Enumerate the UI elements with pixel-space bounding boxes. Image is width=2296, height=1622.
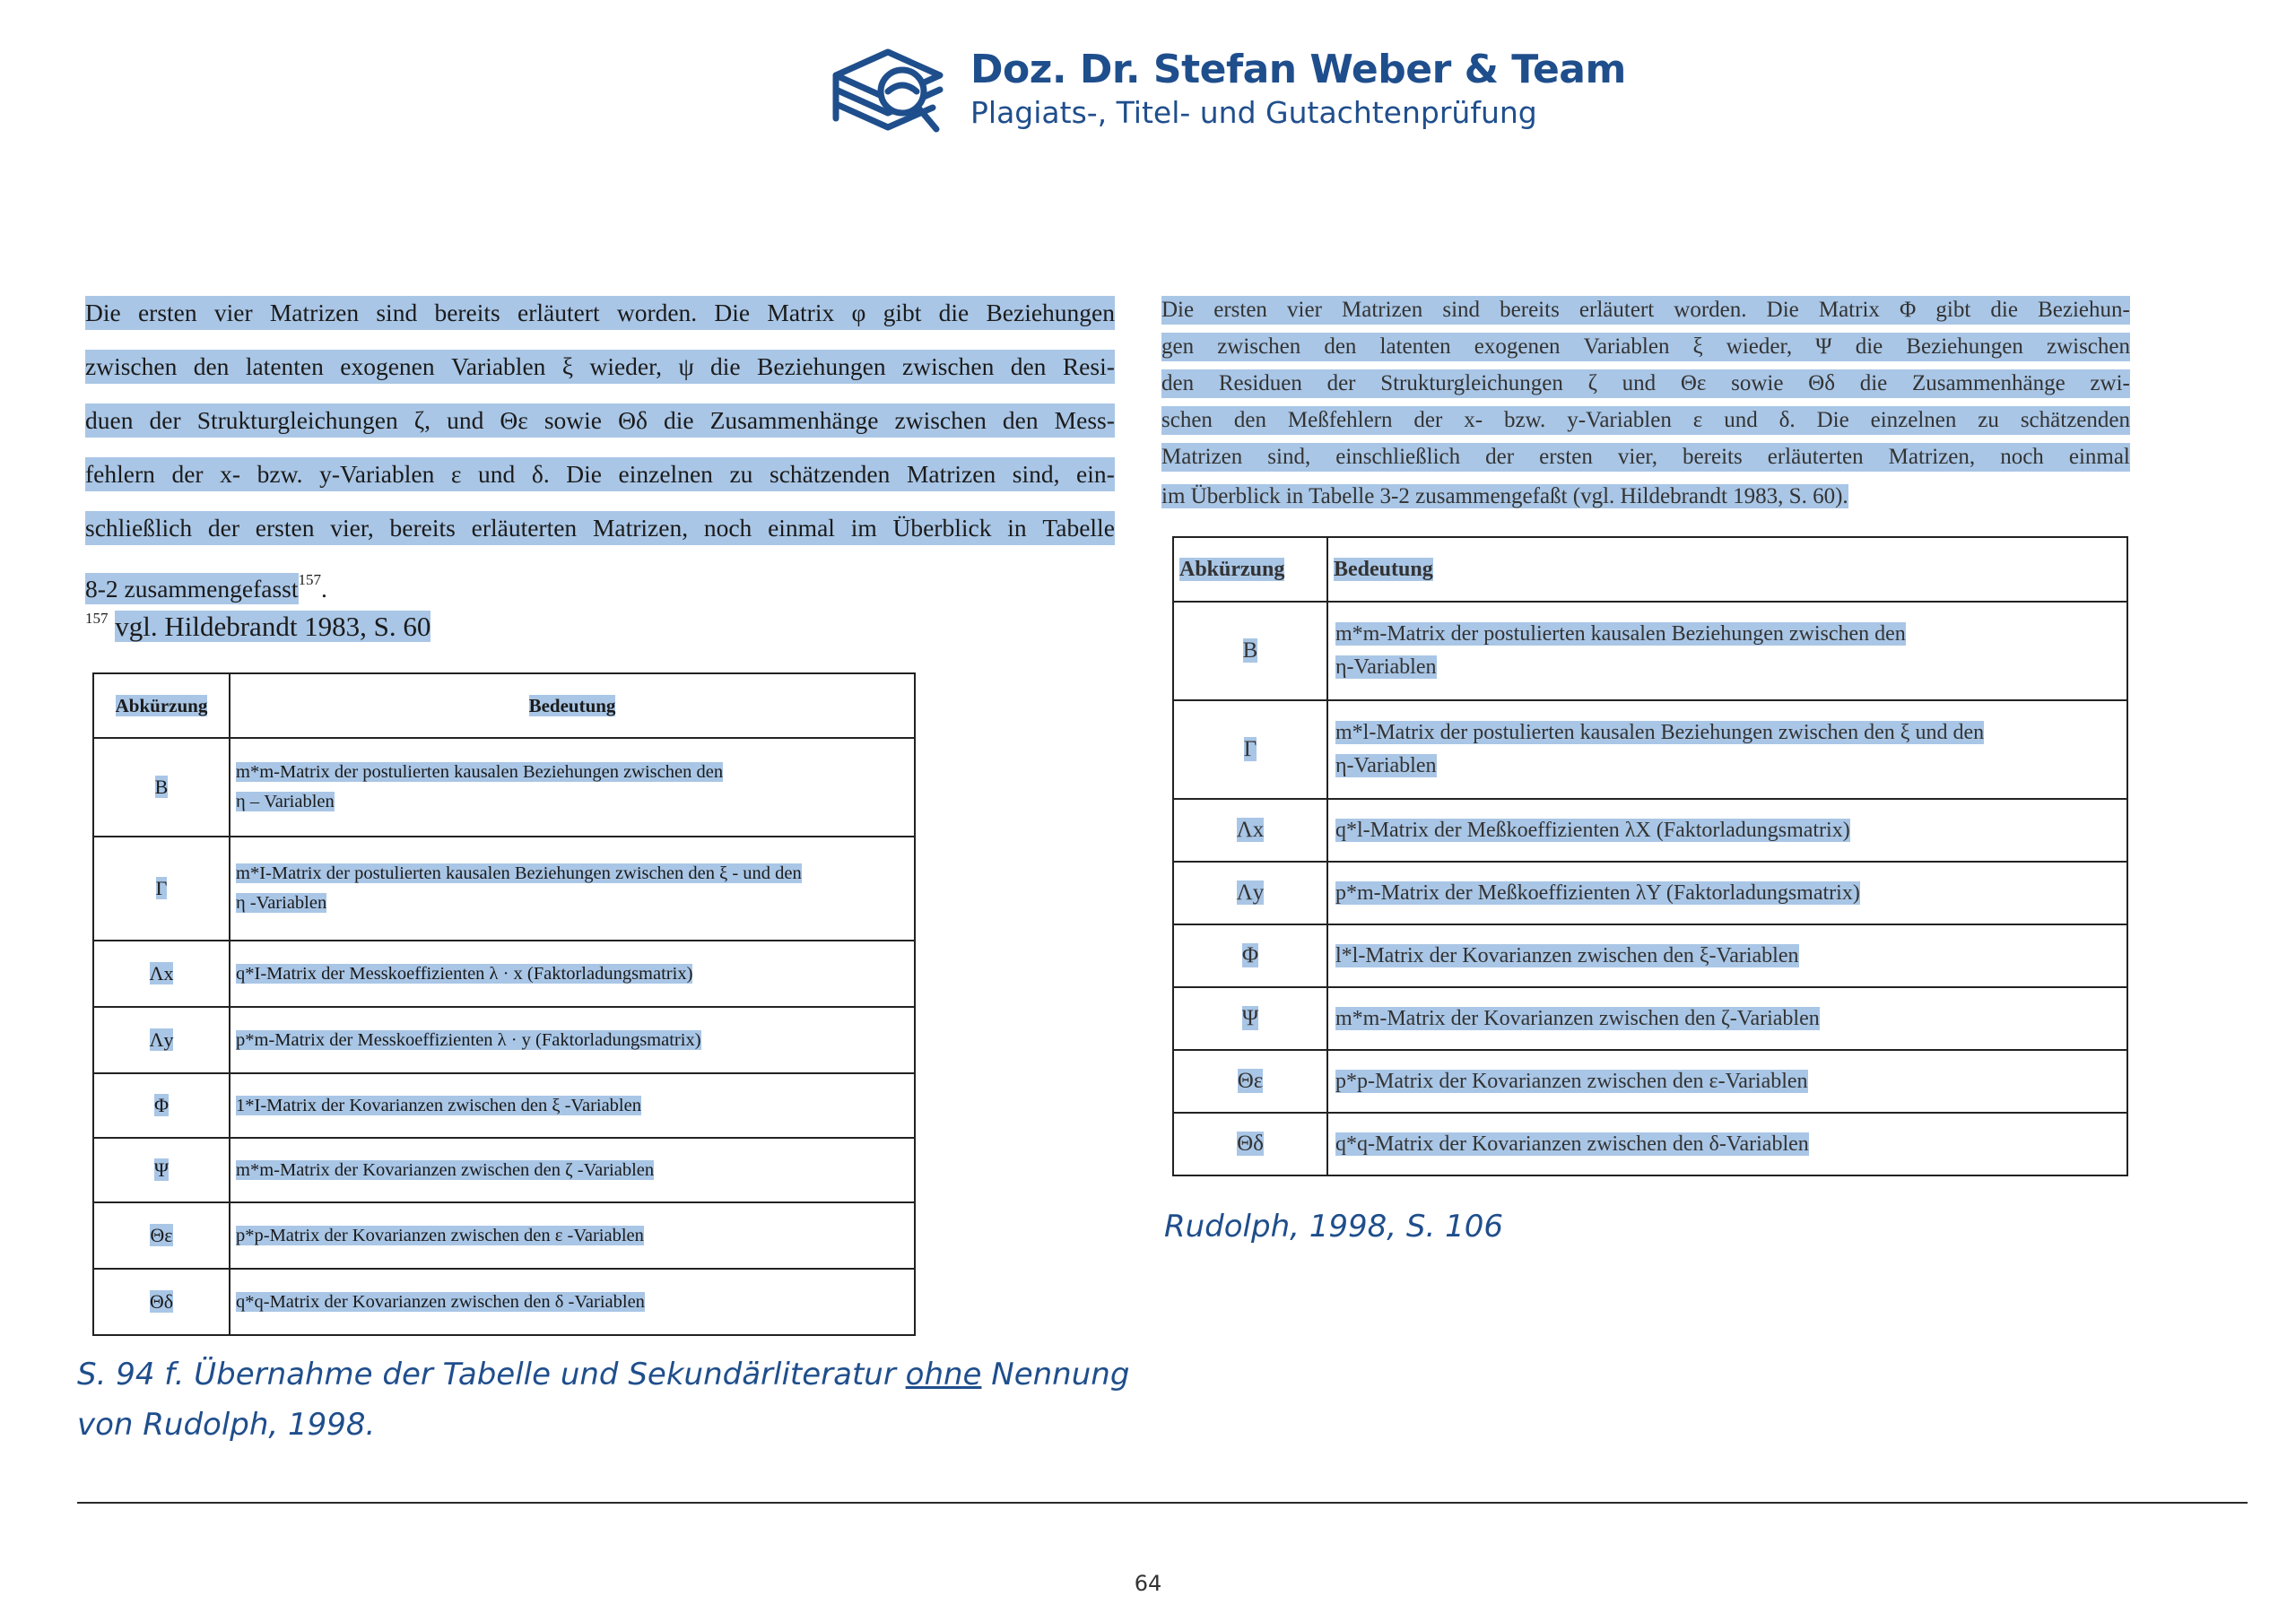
left-table-header-meaning: Bedeutung xyxy=(230,673,915,738)
word: und xyxy=(447,406,484,434)
word: und xyxy=(478,460,516,488)
word: ψ xyxy=(678,352,694,380)
word: x- xyxy=(1464,408,1483,432)
word: gen xyxy=(1161,334,1195,359)
brand-header xyxy=(825,36,1626,143)
word: einzelnen xyxy=(618,460,713,488)
word: Beziehungen xyxy=(986,299,1115,326)
word: den xyxy=(1010,352,1047,380)
word: den xyxy=(1233,408,1266,432)
table-row xyxy=(93,1269,915,1335)
right-caption: Rudolph, 1998, S. 106 xyxy=(1164,1209,1503,1245)
table-cell-meaning: m*m-Matrix der postulierten kausalen Beziehungen zwischen den η – Variablen xyxy=(230,738,915,837)
word: y-Variablen xyxy=(1567,408,1672,432)
word: y-Variablen xyxy=(319,460,435,488)
word: erläutert xyxy=(517,299,600,326)
table-row xyxy=(93,1007,915,1073)
word: Φ xyxy=(1900,298,1917,322)
word: Strukturgleichungen xyxy=(196,406,398,434)
word: der xyxy=(1485,445,1515,469)
left-scan-line xyxy=(85,296,1115,330)
word: Ψ xyxy=(1815,334,1832,359)
word: vier xyxy=(1287,298,1322,322)
word: Beziehun- xyxy=(2038,298,2130,322)
table-row xyxy=(1173,924,2127,987)
word: der xyxy=(1413,408,1443,432)
word: bzw. xyxy=(257,460,303,488)
right-scan-line xyxy=(1161,443,2130,472)
table-cell-meaning: q*q-Matrix der Kovarianzen zwischen den δ -Variablen xyxy=(230,1269,915,1335)
table-cell-abbreviation: Θε xyxy=(93,1202,230,1269)
word: sowie xyxy=(544,406,603,434)
table-row xyxy=(93,1202,915,1269)
table-cell-meaning: p*m-Matrix der Meßkoeffizienten λY (Faktorladungsmatrix) xyxy=(1327,862,2127,924)
word: schließlich xyxy=(85,514,193,542)
word: Matrizen xyxy=(906,460,996,488)
word: worden. xyxy=(616,299,698,326)
word: Die xyxy=(1816,408,1849,432)
word: sind xyxy=(1442,298,1481,322)
word: schen xyxy=(1161,408,1213,432)
left-scan-line xyxy=(85,403,1115,438)
right-table-header-abbr: Abkürzung xyxy=(1173,537,1327,602)
word: der xyxy=(207,514,240,542)
table-cell-meaning: q*I-Matrix der Messkoeffizienten λ · x (Faktorladungsmatrix) xyxy=(230,941,915,1007)
word: zwischen xyxy=(902,352,995,380)
table-row xyxy=(93,1138,915,1202)
left-table-header-row xyxy=(93,673,915,738)
right-scan-line xyxy=(1161,296,2130,325)
word: duen xyxy=(85,406,134,434)
word: Variablen xyxy=(1583,334,1670,359)
word: Die xyxy=(1766,298,1799,322)
word: einmal xyxy=(2068,445,2130,469)
word: sind, xyxy=(1012,460,1060,488)
table-cell-meaning: q*l-Matrix der Meßkoeffizienten λX (Faktorladungsmatrix) xyxy=(1327,799,2127,862)
word: fehlern xyxy=(85,460,155,488)
word: zwischen xyxy=(1217,334,1301,359)
table-cell-abbreviation: Λy xyxy=(1173,862,1327,924)
left-caption xyxy=(77,1349,1135,1450)
word: der xyxy=(1326,371,1356,395)
word: exogenen xyxy=(340,352,435,380)
word: Matrizen xyxy=(269,299,360,326)
word: wieder, xyxy=(1726,334,1793,359)
word: latenten xyxy=(1379,334,1451,359)
word: die xyxy=(710,352,741,380)
table-row xyxy=(1173,602,2127,700)
table-cell-abbreviation: Ψ xyxy=(93,1138,230,1202)
word: Überblick xyxy=(892,514,992,542)
word: ξ xyxy=(561,352,574,380)
word: wieder, xyxy=(589,352,663,380)
word: die xyxy=(1990,298,2018,322)
word: Beziehungen xyxy=(757,352,886,380)
table-cell-meaning: m*I-Matrix der postulierten kausalen Beziehungen zwischen den ξ - und den η -Variablen xyxy=(230,837,915,941)
table-cell-meaning: p*p-Matrix der Kovarianzen zwischen den ε-Variablen xyxy=(1327,1050,2127,1113)
table-cell-abbreviation: Θδ xyxy=(93,1269,230,1335)
left-footnote-ref: 157 xyxy=(298,571,321,588)
page-number: 64 xyxy=(1134,1571,1162,1596)
word: ξ xyxy=(1692,334,1703,359)
word: Zusammenhänge xyxy=(1911,371,2066,395)
word: Matrizen, xyxy=(592,514,689,542)
word: erläutert xyxy=(1578,298,1655,322)
word: zwischen xyxy=(894,406,987,434)
word: den xyxy=(1161,371,1195,395)
left-caption-before: S. 94 f. Übernahme der Tabelle und Sekundärliteratur xyxy=(77,1357,906,1392)
table-cell-abbreviation: B xyxy=(93,738,230,837)
right-scan-line xyxy=(1161,333,2130,361)
footer-divider xyxy=(77,1502,2248,1504)
word: zu xyxy=(729,460,753,488)
word: zwi- xyxy=(2090,371,2130,395)
word: den xyxy=(1324,334,1357,359)
word: Strukturgleichungen xyxy=(1380,371,1563,395)
word: der xyxy=(149,406,181,434)
word: bereits xyxy=(389,514,456,542)
word: Mess- xyxy=(1054,406,1115,434)
word: Meßfehlern xyxy=(1287,408,1393,432)
word: ζ, xyxy=(413,406,431,434)
word: erläuterten xyxy=(1767,445,1864,469)
word: Matrizen, xyxy=(1888,445,1976,469)
table-row xyxy=(1173,799,2127,862)
word: Θε xyxy=(1680,371,1707,395)
table-cell-meaning: p*p-Matrix der Kovarianzen zwischen den ε -Variablen xyxy=(230,1202,915,1269)
table-cell-abbreviation: Φ xyxy=(1173,924,1327,987)
table-cell-abbreviation: Ψ xyxy=(1173,987,1327,1050)
word: Θδ xyxy=(618,406,648,434)
word: ε xyxy=(450,460,462,488)
right-table-header-row xyxy=(1173,537,2127,602)
word: x- xyxy=(220,460,241,488)
word: Θε xyxy=(500,406,528,434)
word: sind xyxy=(376,299,418,326)
left-table-header-abbr: Abkürzung xyxy=(93,673,230,738)
word: zu xyxy=(1978,408,1999,432)
word: Resi- xyxy=(1062,352,1115,380)
table-cell-abbreviation: B xyxy=(1173,602,1327,700)
left-scan-line xyxy=(85,457,1115,491)
left-scan-line xyxy=(85,511,1115,545)
word: Beziehungen xyxy=(1906,334,2023,359)
table-row xyxy=(93,738,915,837)
table-cell-abbreviation: Λx xyxy=(1173,799,1327,862)
table-cell-abbreviation: Θε xyxy=(1173,1050,1327,1113)
word: schätzenden xyxy=(770,460,891,488)
table-cell-meaning: m*m-Matrix der postulierten kausalen Beziehungen zwischen den η-Variablen xyxy=(1327,602,2127,700)
table-cell-meaning: m*m-Matrix der Kovarianzen zwischen den ζ -Variablen xyxy=(230,1138,915,1202)
table-row xyxy=(93,837,915,941)
right-table-header-meaning: Bedeutung xyxy=(1327,537,2127,602)
table-cell-meaning: 1*I-Matrix der Kovarianzen zwischen den ξ -Variablen xyxy=(230,1073,915,1138)
left-caption-after: Nennung von Rudolph, 1998. xyxy=(77,1357,1130,1443)
word: ersten xyxy=(255,514,315,542)
table-cell-abbreviation: Γ xyxy=(1173,700,1327,799)
word: der xyxy=(171,460,204,488)
table-cell-meaning: l*l-Matrix der Kovarianzen zwischen den ξ-Variablen xyxy=(1327,924,2127,987)
right-scan-excerpt xyxy=(1161,296,2148,1210)
word: Tabelle xyxy=(1042,514,1115,542)
word: ersten xyxy=(1539,445,1593,469)
left-footnote-mark: 157 xyxy=(85,610,109,627)
word: noch xyxy=(703,514,752,542)
word: Matrizen xyxy=(1161,445,1243,469)
right-paragraph-last-line xyxy=(1161,482,1848,511)
word: worden. xyxy=(1674,298,1747,322)
word: vier, xyxy=(330,514,374,542)
table-cell-meaning: m*m-Matrix der Kovarianzen zwischen den ζ-Variablen xyxy=(1327,987,2127,1050)
word: schätzenden xyxy=(2020,408,2130,432)
word: die xyxy=(663,406,694,434)
word: in xyxy=(1007,514,1027,542)
word: im xyxy=(850,514,877,542)
table-row xyxy=(1173,1113,2127,1175)
word: ersten xyxy=(137,299,197,326)
right-scan-line xyxy=(1161,406,2130,435)
word: Variablen xyxy=(451,352,546,380)
word: erläuterten xyxy=(471,514,578,542)
word: ein- xyxy=(1076,460,1115,488)
left-scan-line xyxy=(85,350,1115,384)
table-cell-abbreviation: Θδ xyxy=(1173,1113,1327,1175)
word: exogenen xyxy=(1474,334,1561,359)
left-footnote-text: vgl. Hildebrandt 1983, S. 60 xyxy=(115,611,431,642)
table-row xyxy=(1173,862,2127,924)
word: vier, xyxy=(1617,445,1657,469)
book-magnifier-icon xyxy=(825,36,951,143)
right-source-table xyxy=(1172,536,2128,1176)
table-row xyxy=(93,941,915,1007)
word: zwischen xyxy=(85,352,178,380)
word: die xyxy=(1855,334,1883,359)
word: und xyxy=(1724,408,1758,432)
word: Matrizen xyxy=(1342,298,1423,322)
table-row xyxy=(1173,700,2127,799)
word: bereits xyxy=(1500,298,1560,322)
right-last-line-text: im Überblick in Tabelle 3-2 zusammengefaßt (vgl. Hildebrandt 1983, S. 60). xyxy=(1161,484,1848,508)
word: die xyxy=(1859,371,1888,395)
table-cell-abbreviation: Λy xyxy=(93,1007,230,1073)
word: Zusammenhänge xyxy=(709,406,879,434)
left-caption-underlined: ohne xyxy=(905,1357,982,1392)
word: Matrix xyxy=(1818,298,1880,322)
word: einzelnen xyxy=(1870,408,1957,432)
word: sind, xyxy=(1267,445,1311,469)
left-footnote xyxy=(85,610,430,643)
word: und xyxy=(1622,371,1657,395)
table-cell-meaning: q*q-Matrix der Kovarianzen zwischen den δ-Variablen xyxy=(1327,1113,2127,1175)
word: δ. xyxy=(531,460,550,488)
brand-title: Doz. Dr. Stefan Weber & Team xyxy=(970,47,1626,92)
table-cell-abbreviation: Φ xyxy=(93,1073,230,1138)
word: gibt xyxy=(1935,298,1971,322)
word: den xyxy=(193,352,230,380)
table-cell-meaning: m*l-Matrix der postulierten kausalen Beziehungen zwischen den ξ und den η-Variablen xyxy=(1327,700,2127,799)
word: φ xyxy=(851,299,866,326)
word: ζ xyxy=(1587,371,1597,395)
word: gibt xyxy=(883,299,922,326)
word: Die xyxy=(85,299,121,326)
right-scan-line xyxy=(1161,369,2130,398)
word: einschließlich xyxy=(1335,445,1461,469)
table-cell-abbreviation: Γ xyxy=(93,837,230,941)
word: sowie xyxy=(1731,371,1784,395)
word: Die xyxy=(566,460,602,488)
word: Θδ xyxy=(1808,371,1835,395)
table-cell-meaning: p*m-Matrix der Messkoeffizienten λ · y (Faktorladungsmatrix) xyxy=(230,1007,915,1073)
table-cell-abbreviation: Λx xyxy=(93,941,230,1007)
brand-subtitle: Plagiats-, Titel- und Gutachtenprüfung xyxy=(970,95,1537,130)
word: den xyxy=(1002,406,1039,434)
word: bereits xyxy=(434,299,500,326)
word: latenten xyxy=(245,352,324,380)
table-row xyxy=(1173,1050,2127,1113)
left-source-table xyxy=(92,672,916,1336)
word: die xyxy=(938,299,970,326)
table-row xyxy=(93,1073,915,1138)
word: Die xyxy=(1161,298,1195,322)
left-paragraph-last-line: 8-2 zusammengefasst$^{157}$. xyxy=(85,571,327,603)
word: ε xyxy=(1692,408,1703,432)
word: Residuen xyxy=(1218,371,1302,395)
left-last-line-text: 8-2 zusammengefasst xyxy=(85,575,299,603)
left-scan-excerpt xyxy=(85,296,1126,1354)
word: einmal xyxy=(768,514,835,542)
word: vier xyxy=(213,299,253,326)
word: δ. xyxy=(1779,408,1796,432)
word: ersten xyxy=(1213,298,1267,322)
word: Matrix xyxy=(767,299,835,326)
word: bzw. xyxy=(1504,408,1546,432)
word: zwischen xyxy=(2046,334,2130,359)
table-row xyxy=(1173,987,2127,1050)
word: Die xyxy=(714,299,751,326)
word: bereits xyxy=(1683,445,1743,469)
word: noch xyxy=(2000,445,2044,469)
